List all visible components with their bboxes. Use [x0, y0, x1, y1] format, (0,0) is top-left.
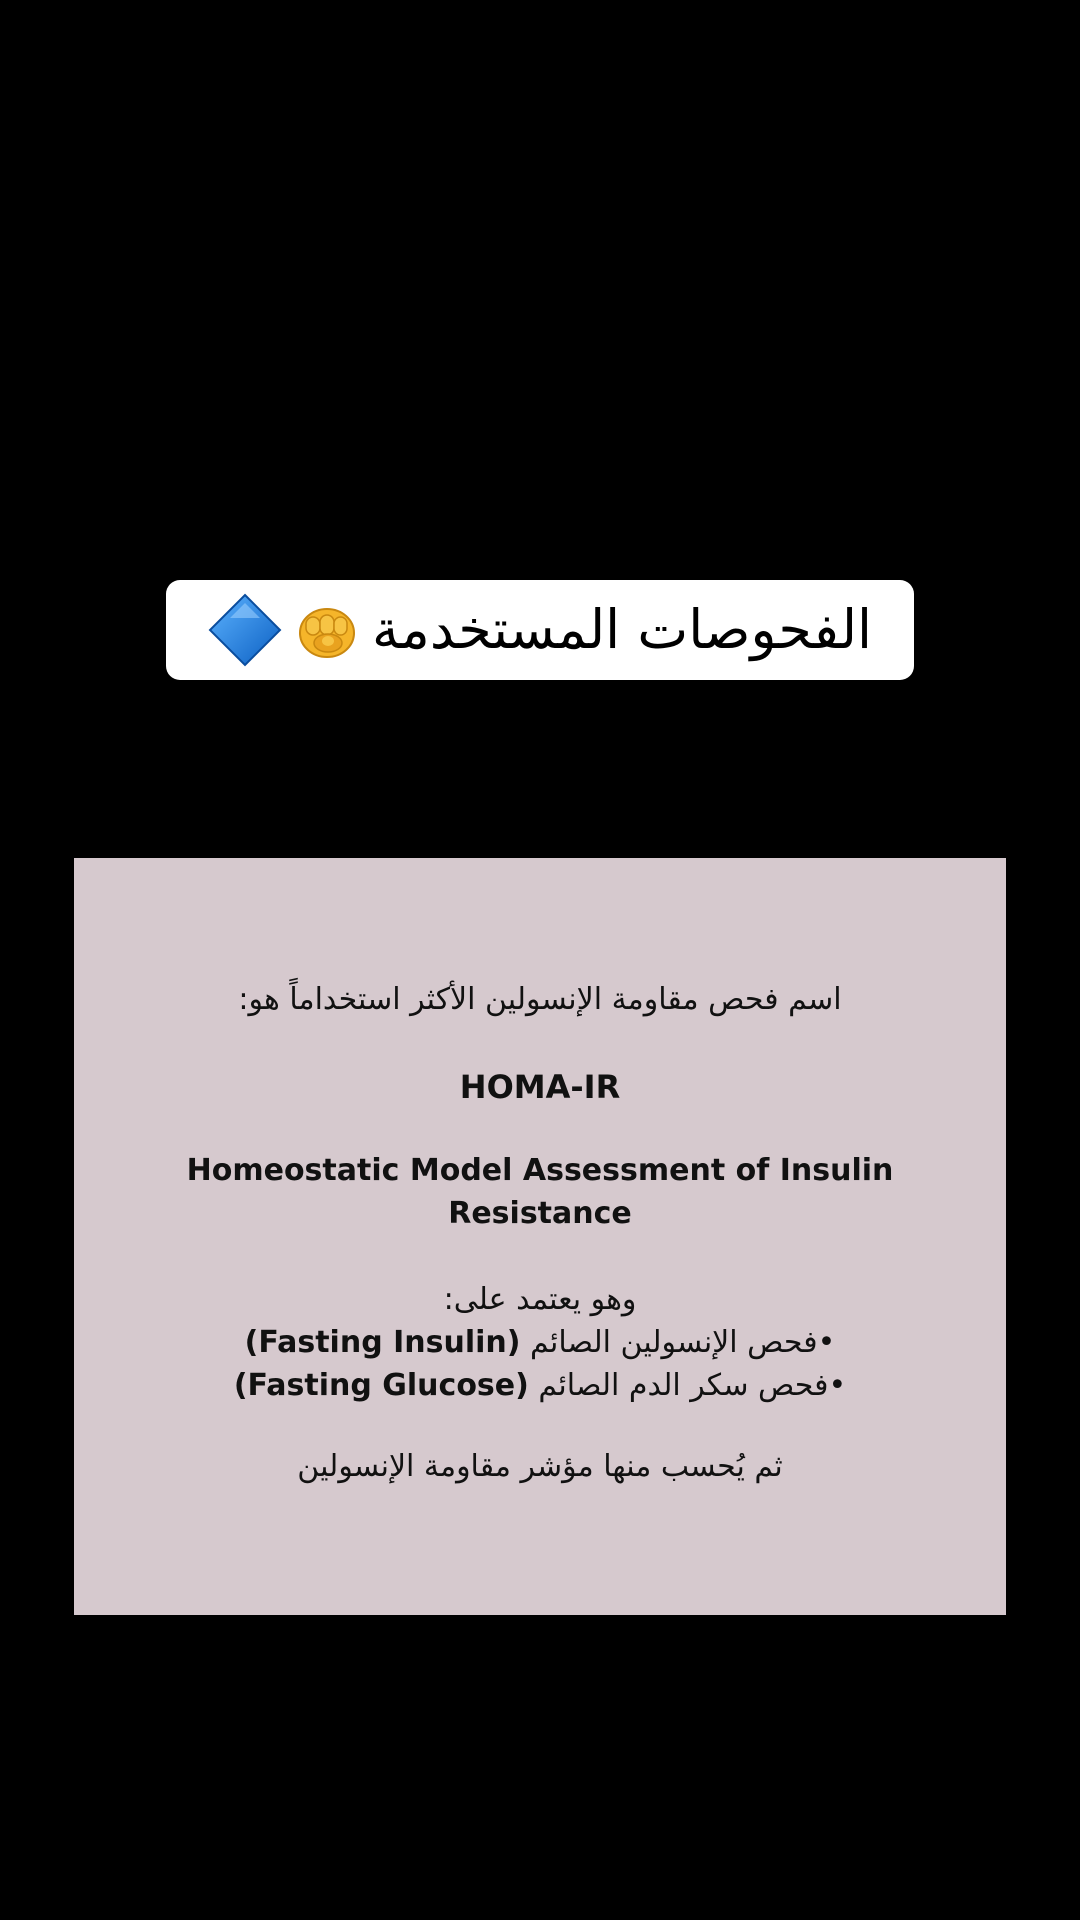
caption-title: الفحوصات المستخدمة: [371, 598, 873, 661]
bullet-fasting-glucose: [74, 1368, 1006, 1403]
question-text: اسم فحص مقاومة الإنسولين الأكثر استخداماً هو:: [238, 982, 842, 1017]
bullet-2-arabic: •فحص سكر الدم الصائم: [538, 1368, 847, 1403]
bullet-1-english: (Fasting Insulin): [244, 1325, 521, 1360]
bullet-fasting-insulin: [74, 1325, 1006, 1360]
bullet-2-english: (Fasting Glucose): [233, 1368, 529, 1403]
pointing-fist-icon: [292, 595, 362, 665]
test-name: HOMA-IR: [459, 1068, 621, 1106]
depends-on-text: وهو يعتمد على:: [443, 1282, 637, 1317]
conclusion-text: ثم يُحسب منها مؤشر مقاومة الإنسولين: [297, 1449, 783, 1484]
bullet-1-arabic: •فحص الإنسولين الصائم: [530, 1325, 836, 1360]
blue-diamond-icon: [208, 593, 282, 667]
full-name-line-2: Resistance: [448, 1196, 632, 1231]
info-card: [74, 858, 1006, 1615]
full-name-line-1: Homeostatic Model Assessment of Insulin: [186, 1153, 894, 1188]
caption-box: [166, 580, 914, 680]
